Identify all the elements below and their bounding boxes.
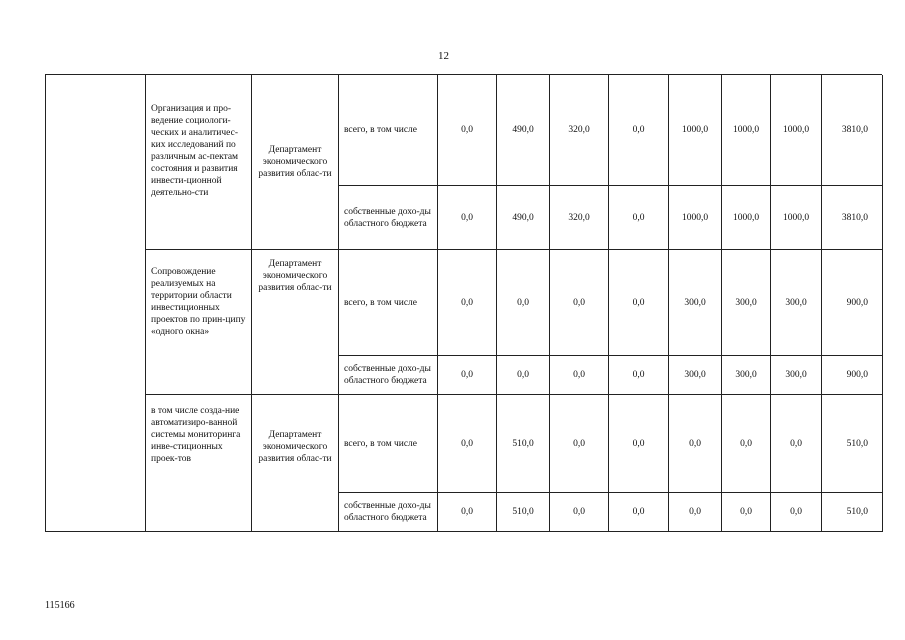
value-cell: 0,0 (771, 395, 822, 493)
value-cell: 0,0 (550, 395, 609, 493)
funding-source: собственные дохо-ды областного бюджета (339, 356, 438, 395)
value-cell: 0,0 (550, 493, 609, 532)
value-cell: 0,0 (438, 250, 497, 356)
activity-name: в том числе созда-ние автоматизиро-ванной системы мониторинга инве-стиционных проек-тов (146, 395, 252, 532)
value-cell: 0,0 (609, 250, 669, 356)
value-cell: 300,0 (771, 250, 822, 356)
value-cell: 320,0 (550, 186, 609, 250)
total-cell: 900,0 (822, 356, 883, 395)
activity-name: Организация и про-ведение социологи-ческих и аналитичес-ких исследований по различным ас-пектам состояния и развития инвести-ционной деятельно-сти (146, 75, 252, 250)
value-cell: 0,0 (722, 395, 771, 493)
document-code: 115166 (45, 600, 75, 611)
value-cell: 0,0 (609, 186, 669, 250)
department: Департамент экономического развития облас-ти (252, 250, 339, 395)
value-cell: 0,0 (497, 250, 550, 356)
funding-source: всего, в том числе (339, 250, 438, 356)
value-cell: 0,0 (609, 493, 669, 532)
value-cell: 0,0 (669, 493, 722, 532)
department: Департамент экономического развития облас-ти (252, 75, 339, 250)
total-cell: 510,0 (822, 395, 883, 493)
value-cell: 320,0 (550, 75, 609, 186)
funding-source: всего, в том числе (339, 75, 438, 186)
value-cell: 1000,0 (771, 186, 822, 250)
value-cell: 0,0 (722, 493, 771, 532)
value-cell: 0,0 (497, 356, 550, 395)
total-cell: 3810,0 (822, 75, 883, 186)
value-cell: 0,0 (550, 250, 609, 356)
value-cell: 300,0 (771, 356, 822, 395)
funding-source: собственные дохо-ды областного бюджета (339, 493, 438, 532)
value-cell: 0,0 (771, 493, 822, 532)
value-cell: 510,0 (497, 395, 550, 493)
value-cell: 1000,0 (669, 186, 722, 250)
value-cell: 0,0 (438, 356, 497, 395)
empty-first-column (46, 75, 146, 532)
value-cell: 1000,0 (722, 75, 771, 186)
total-cell: 3810,0 (822, 186, 883, 250)
value-cell: 0,0 (609, 75, 669, 186)
value-cell: 1000,0 (771, 75, 822, 186)
value-cell: 0,0 (669, 395, 722, 493)
value-cell: 490,0 (497, 75, 550, 186)
activity-name: Сопровождение реализуемых на территории области инвестиционных проектов по прин-ципу «одного окна» (146, 250, 252, 395)
value-cell: 0,0 (438, 493, 497, 532)
budget-table (45, 74, 882, 532)
value-cell: 1000,0 (722, 186, 771, 250)
total-cell: 900,0 (822, 250, 883, 356)
value-cell: 0,0 (609, 356, 669, 395)
value-cell: 300,0 (722, 250, 771, 356)
value-cell: 0,0 (438, 186, 497, 250)
department: Департамент экономического развития облас-ти (252, 395, 339, 532)
funding-source: собственные дохо-ды областного бюджета (339, 186, 438, 250)
funding-source: всего, в том числе (339, 395, 438, 493)
value-cell: 1000,0 (669, 75, 722, 186)
page-number: 12 (438, 50, 449, 62)
value-cell: 490,0 (497, 186, 550, 250)
value-cell: 300,0 (722, 356, 771, 395)
value-cell: 0,0 (609, 395, 669, 493)
value-cell: 300,0 (669, 250, 722, 356)
total-cell: 510,0 (822, 493, 883, 532)
value-cell: 300,0 (669, 356, 722, 395)
value-cell: 0,0 (438, 395, 497, 493)
value-cell: 0,0 (550, 356, 609, 395)
value-cell: 510,0 (497, 493, 550, 532)
value-cell: 0,0 (438, 75, 497, 186)
